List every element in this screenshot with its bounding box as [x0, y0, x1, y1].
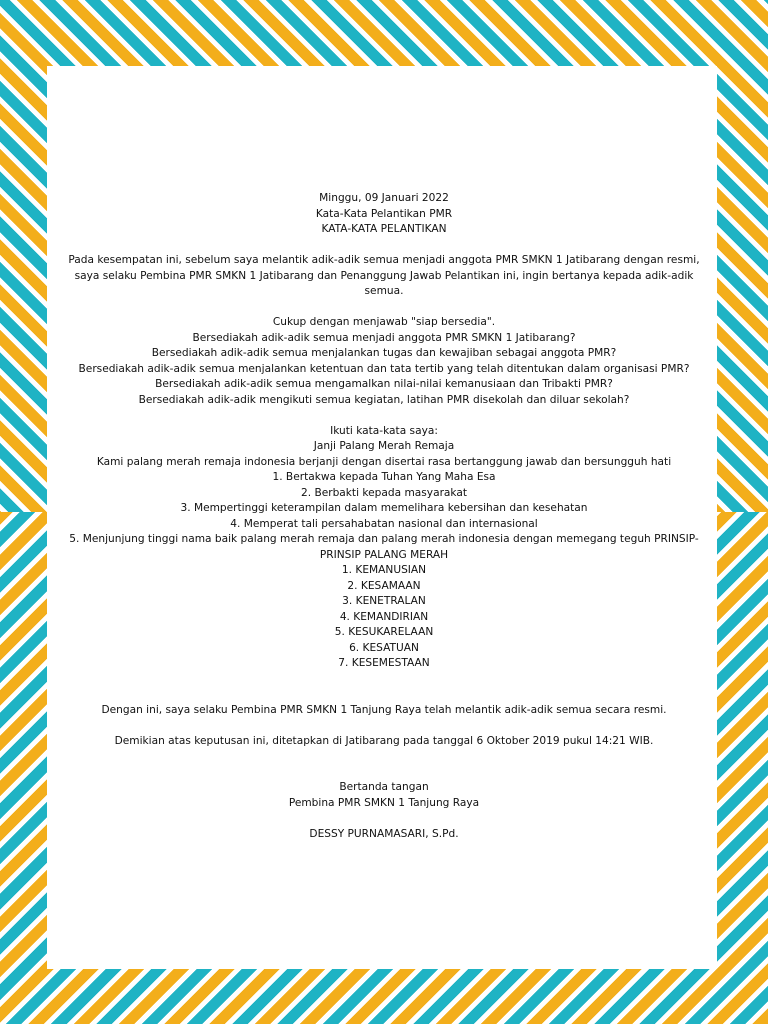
intro-paragraph: Pada kesempatan ini, sebelum saya melantik adik-adik semua menjadi anggota PMR SMKN 1 Jatibarang dengan resmi, saya selaku Pembina PMR SMKN 1 Jatibarang dan Penanggung Jawab Pelantikan ini, ingin bertanya kepada adik-adik semua.: [68, 254, 700, 297]
principle-item: 3. KENETRALAN: [342, 595, 426, 607]
principle-item: 4. KEMANDIRIAN: [339, 610, 429, 623]
question-item: Bersediakah adik-adik semua menjalankan tugas dan kewajiban sebagai anggota PMR?: [151, 347, 617, 359]
question-item: Bersediakah adik-adik semua menjadi anggota PMR SMKN 1 Jatibarang?: [192, 331, 576, 344]
oath-item: 4. Memperat tali persahabatan nasional dan internasional: [230, 517, 538, 530]
principle-item: 1. KEMANUSIAN: [341, 564, 427, 576]
oath-title: Janji Palang Merah Remaja: [313, 440, 455, 452]
document-body: [56, 191, 712, 842]
question-item: Bersediakah adik-adik mengikuti semua kegiatan, latihan PMR disekolah dan diluar sekolah?: [138, 393, 630, 406]
signature-label: Bertanda tangan: [339, 781, 429, 793]
signature-role: Pembina PMR SMKN 1 Tanjung Raya: [288, 796, 480, 809]
signature-name: DESSY PURNAMASARI, S.Pd.: [309, 827, 459, 840]
principle-item: 5. KESUKARELAAN: [334, 626, 434, 638]
question-item: Bersediakah adik-adik semua menjalankan ketentuan dan tata tertib yang telah ditentukan dalam organisasi PMR?: [78, 362, 690, 375]
principle-item: 2. KESAMAAN: [347, 579, 421, 592]
oath-item: 3. Mempertinggi keterampilan dalam memelihara kebersihan dan kesehatan: [180, 502, 588, 514]
oath-opening: Kami palang merah remaja indonesia berjanji dengan disertai rasa bertanggung jawab dan bersungguh hati: [96, 455, 672, 468]
questions-intro: Cukup dengan menjawab "siap bersedia".: [272, 316, 496, 328]
document-title: KATA-KATA PELANTIKAN: [321, 223, 447, 235]
oath-item: 5. Menjunjung tinggi nama baik palang merah remaja dan palang merah indonesia dengan memegang teguh PRINSIP-PRINSIP PALANG MERAH: [69, 533, 699, 561]
oath-follow: Ikuti kata-kata saya:: [330, 424, 438, 437]
principle-item: 6. KESATUAN: [349, 641, 419, 654]
oath-item: 2. Berbakti kepada masyarakat: [300, 486, 468, 499]
principle-item: 7. KESEMESTAAN: [338, 657, 430, 669]
document-subtitle: Kata-Kata Pelantikan PMR: [315, 207, 453, 220]
question-item: Bersediakah adik-adik semua mengamalkan nilai-nilai kemanusiaan dan Tribakti PMR?: [155, 378, 613, 390]
declaration-paragraph: Dengan ini, saya selaku Pembina PMR SMKN 1 Tanjung Raya telah melantik adik-adik semua secara resmi.: [101, 703, 667, 716]
document-date: Minggu, 09 Januari 2022: [319, 192, 449, 204]
oath-item: 1. Bertakwa kepada Tuhan Yang Maha Esa: [272, 471, 496, 483]
decision-paragraph: Demikian atas keputusan ini, ditetapkan di Jatibarang pada tanggal 6 Oktober 2019 pukul 14:21 WIB.: [114, 734, 654, 747]
